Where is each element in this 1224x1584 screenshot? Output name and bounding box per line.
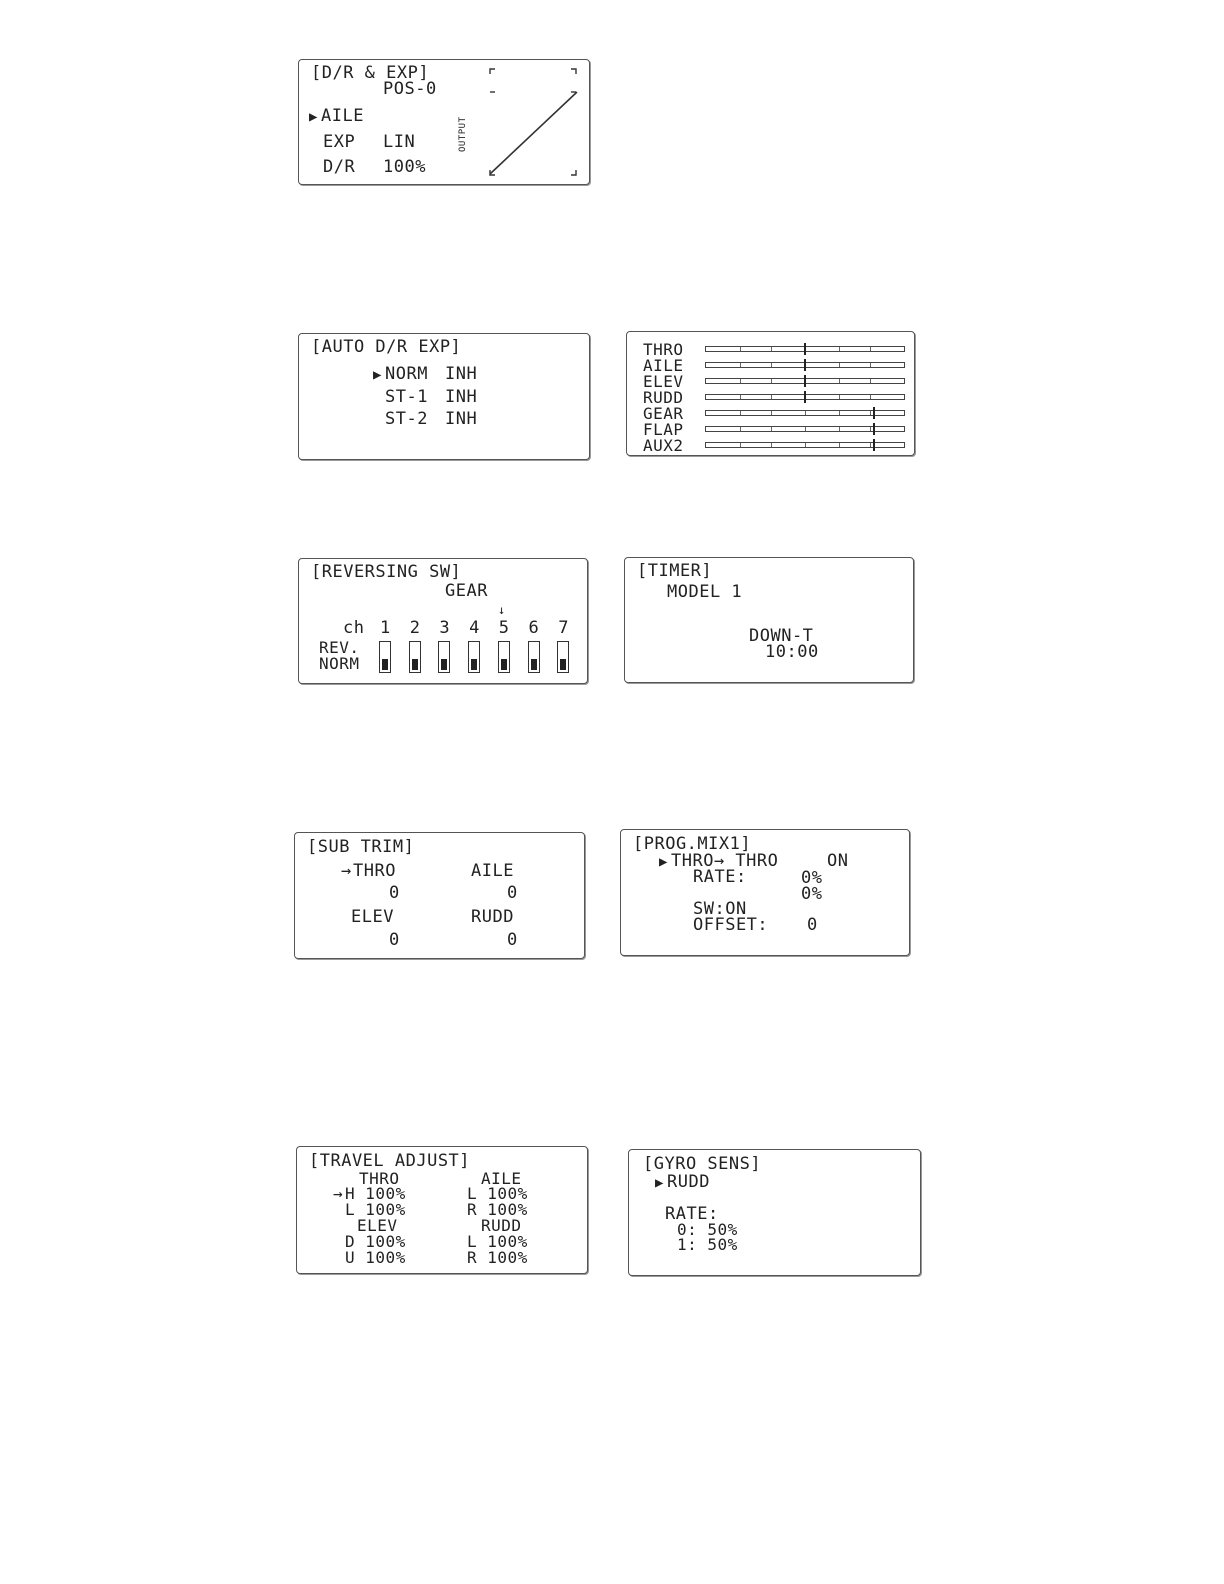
channel-number: 5 xyxy=(498,618,510,638)
scale-tick xyxy=(740,443,741,447)
down-arrow-icon: ↓ xyxy=(498,603,506,617)
mix-switch[interactable]: SW:ON xyxy=(693,899,747,919)
mix-channels[interactable]: THRO→ THRO xyxy=(671,851,779,871)
scale-tick xyxy=(870,347,871,351)
scale-tick xyxy=(771,443,772,447)
reverse-switch[interactable] xyxy=(468,641,480,673)
travel-channel[interactable]: RUDD xyxy=(481,1216,522,1235)
exp-label: EXP xyxy=(323,132,356,152)
sub-trim-name[interactable]: RUDD xyxy=(471,907,514,927)
switch-knob xyxy=(560,659,566,670)
scale-tick xyxy=(839,427,840,431)
rev-label: REV. xyxy=(319,638,360,657)
auto-dr-state[interactable]: INH xyxy=(445,364,478,384)
reverse-switch[interactable] xyxy=(438,641,450,673)
auto-dr-mode[interactable]: NORM xyxy=(385,364,428,384)
scale-tick xyxy=(771,379,772,383)
servo-channel-label: FLAP xyxy=(643,420,684,439)
dr-exp-channel[interactable]: AILE xyxy=(321,106,364,126)
channel-number: 3 xyxy=(439,618,451,638)
servo-channel-label: GEAR xyxy=(643,404,684,423)
channel-number: 6 xyxy=(528,618,540,638)
travel-value[interactable]: H 100% xyxy=(345,1184,406,1203)
scale-tick xyxy=(771,363,772,367)
servo-position-marker xyxy=(804,375,806,387)
expo-curve-line xyxy=(490,92,577,174)
travel-value[interactable]: D 100% xyxy=(345,1232,406,1251)
gyro-rate[interactable]: 1: 50% xyxy=(677,1235,738,1254)
scale-tick xyxy=(771,395,772,399)
scale-tick xyxy=(771,411,772,415)
scale-tick xyxy=(870,395,871,399)
cursor-icon: ▶ xyxy=(373,367,382,383)
dr-exp-title: [D/R & EXP] xyxy=(311,63,430,83)
servo-bar xyxy=(705,410,905,416)
ch-label: ch xyxy=(343,618,365,638)
dr-value[interactable]: 100% xyxy=(383,157,426,177)
cursor-icon: ▶ xyxy=(309,109,318,125)
scale-tick xyxy=(740,363,741,367)
scale-tick xyxy=(839,347,840,351)
corner-mark xyxy=(571,170,576,175)
dr-label: D/R xyxy=(323,157,356,177)
reverse-switch[interactable] xyxy=(409,641,421,673)
auto-dr-mode[interactable]: ST-2 xyxy=(385,409,428,429)
servo-channel-label: ELEV xyxy=(643,372,684,391)
sub-trim-value[interactable]: 0 xyxy=(389,930,400,950)
travel-value[interactable]: L 100% xyxy=(467,1184,528,1203)
servo-position-marker xyxy=(804,391,806,403)
travel-value[interactable]: L 100% xyxy=(345,1200,406,1219)
servo-bar xyxy=(705,378,905,384)
scale-tick xyxy=(870,379,871,383)
travel-value[interactable]: U 100% xyxy=(345,1248,406,1267)
cursor-icon: ▶ xyxy=(659,854,668,870)
reverse-switch[interactable] xyxy=(528,641,540,673)
switch-knob xyxy=(382,659,388,670)
servo-position-marker xyxy=(804,343,806,355)
switch-knob xyxy=(531,659,537,670)
corner-mark xyxy=(490,69,495,74)
switch-knob xyxy=(412,659,418,670)
prog-mix-screen xyxy=(620,829,910,956)
sub-trim-value[interactable]: 0 xyxy=(507,930,518,950)
scale-tick xyxy=(870,411,871,415)
sub-trim-value[interactable]: 0 xyxy=(389,883,400,903)
auto-dr-screen xyxy=(298,333,590,460)
scale-tick xyxy=(839,363,840,367)
timer-title: [TIMER] xyxy=(637,561,713,581)
offset-value[interactable]: 0 xyxy=(807,915,818,935)
sub-trim-screen xyxy=(294,832,585,959)
expo-curve-graph xyxy=(299,60,591,186)
channel-number: 7 xyxy=(558,618,569,638)
travel-title: [TRAVEL ADJUST] xyxy=(309,1151,471,1171)
mix-rate[interactable]: 0% xyxy=(801,884,823,904)
sub-trim-name[interactable]: THRO xyxy=(353,861,396,881)
auto-dr-mode[interactable]: ST-1 xyxy=(385,387,428,407)
switch-knob xyxy=(441,659,447,670)
timer-model: MODEL 1 xyxy=(667,582,743,602)
servo-monitor-screen xyxy=(626,331,915,456)
gyro-sens-screen xyxy=(628,1149,921,1276)
servo-position-marker xyxy=(873,407,875,419)
gyro-title: [GYRO SENS] xyxy=(643,1154,762,1174)
servo-channel-label: AILE xyxy=(643,356,684,375)
norm-label: NORM xyxy=(319,654,360,673)
scale-tick xyxy=(805,443,806,447)
timer-mode[interactable]: DOWN-T xyxy=(749,626,814,646)
rate-label: RATE: xyxy=(693,867,747,887)
travel-channel[interactable]: AILE xyxy=(481,1169,522,1188)
scale-tick xyxy=(839,395,840,399)
mix-rate[interactable]: 0% xyxy=(801,868,823,888)
scale-tick xyxy=(805,427,806,431)
servo-bar xyxy=(705,346,905,352)
sub-trim-title: [SUB TRIM] xyxy=(307,837,415,857)
output-axis-label: OUTPUT xyxy=(458,116,468,152)
travel-channel[interactable]: ELEV xyxy=(357,1216,398,1235)
servo-bar xyxy=(705,362,905,368)
scale-tick xyxy=(839,379,840,383)
switch-knob xyxy=(471,659,477,670)
cursor-icon: → xyxy=(333,1184,344,1203)
scale-tick xyxy=(740,411,741,415)
sub-trim-name[interactable]: AILE xyxy=(471,861,514,881)
servo-channel-label: THRO xyxy=(643,340,684,359)
channel-number: 1 xyxy=(380,618,391,638)
scale-tick xyxy=(870,443,871,447)
travel-value[interactable]: R 100% xyxy=(467,1248,528,1267)
servo-position-marker xyxy=(873,439,875,451)
auto-dr-title: [AUTO D/R EXP] xyxy=(311,337,462,357)
gyro-rate-label: RATE: xyxy=(665,1204,719,1224)
servo-channel-label: RUDD xyxy=(643,388,684,407)
reversing-title: [REVERSING SW] xyxy=(311,562,462,582)
scale-tick xyxy=(839,443,840,447)
scale-tick xyxy=(740,347,741,351)
cursor-icon: ▶ xyxy=(655,1175,664,1191)
scale-tick xyxy=(839,411,840,415)
sub-trim-value[interactable]: 0 xyxy=(507,883,518,903)
offset-label: OFFSET: xyxy=(693,915,769,935)
scale-tick xyxy=(870,427,871,431)
channel-number: 2 xyxy=(409,618,421,638)
scale-tick xyxy=(870,363,871,367)
prog-mix-title: [PROG.MIX1] xyxy=(633,834,752,854)
servo-bar xyxy=(705,426,905,432)
travel-value[interactable]: L 100% xyxy=(467,1232,528,1251)
scale-tick xyxy=(805,411,806,415)
scale-tick xyxy=(740,395,741,399)
reverse-switch[interactable] xyxy=(557,641,569,673)
sub-trim-name[interactable]: ELEV xyxy=(351,907,394,927)
corner-mark xyxy=(571,69,576,74)
gyro-channel[interactable]: RUDD xyxy=(667,1172,710,1192)
reversing-screen xyxy=(298,558,588,684)
servo-bar xyxy=(705,394,905,400)
reverse-switch[interactable] xyxy=(379,641,391,673)
gyro-rate[interactable]: 0: 50% xyxy=(677,1220,738,1239)
timer-time[interactable]: 10:00 xyxy=(765,642,819,662)
travel-adjust-screen xyxy=(296,1146,588,1274)
servo-channel-label: AUX2 xyxy=(643,436,684,455)
reverse-switch[interactable] xyxy=(498,641,510,673)
channel-number: 4 xyxy=(469,618,480,638)
travel-channel[interactable]: THRO xyxy=(359,1169,400,1188)
dr-exp-position: POS-0 xyxy=(383,79,437,99)
timer-screen xyxy=(624,557,914,683)
scale-tick xyxy=(771,427,772,431)
travel-value[interactable]: R 100% xyxy=(467,1200,528,1219)
servo-bar xyxy=(705,442,905,448)
auto-dr-state[interactable]: INH xyxy=(445,409,478,429)
scale-tick xyxy=(740,379,741,383)
scale-tick xyxy=(771,347,772,351)
pointer-label: GEAR xyxy=(445,581,488,601)
scale-tick xyxy=(740,427,741,431)
auto-dr-state[interactable]: INH xyxy=(445,387,478,407)
servo-position-marker xyxy=(873,423,875,435)
mix-state[interactable]: ON xyxy=(827,851,849,871)
switch-knob xyxy=(501,659,507,670)
dr-exp-screen xyxy=(298,59,590,185)
servo-position-marker xyxy=(804,359,806,371)
exp-value[interactable]: LIN xyxy=(383,132,416,152)
cursor-icon: → xyxy=(341,861,352,881)
